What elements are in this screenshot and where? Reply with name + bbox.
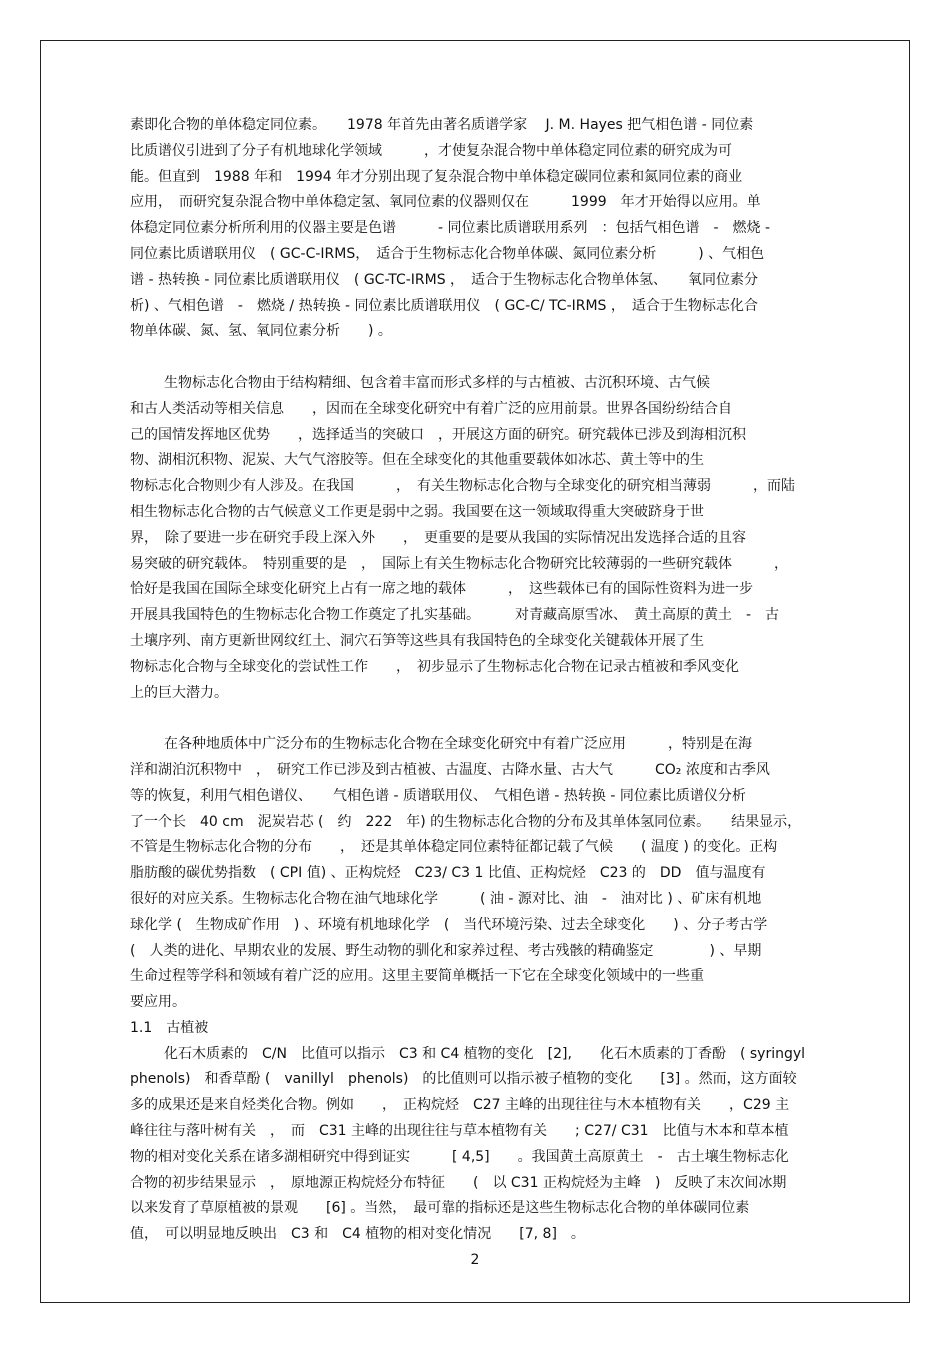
text-line: 体稳定同位素分析所利用的仪器主要是色谱 - 同位素比质谱联用系列 ：包括气相色谱 - 燃烧 - — [130, 220, 771, 237]
text-line: 上的巨大潜力。 — [130, 684, 228, 701]
text-line: 析) 、气相色谱 - 燃烧 / 热转换 - 同位素比质谱联用仪 ( GC-C/ TC-IRMS ， 适合于生物标志化合 — [130, 297, 758, 314]
text-line: 以来发育了草原植被的景观 [6] 。当然， 最可靠的指标还是这些生物标志化合物的单体碳同位素 — [130, 1200, 750, 1217]
text-line: 恰好是我国在国际全球变化研究上占有一席之地的载体 ， 这些载体已有的国际性资料为进一步 — [130, 581, 753, 598]
text-line: 峰往往与落叶树有关 ， 而 C31 主峰的出现往往与草本植物有关 ; C27/ C31 比值与木本和草本植 — [130, 1123, 789, 1140]
text-line: 1.1 古植被 — [130, 1019, 209, 1036]
text-line: 不管是生物标志化合物的分布 ， 还是其单体稳定同位素特征都记载了气候 ( 温度 ) 的变化。正构 — [130, 839, 778, 856]
paragraph-spacer — [130, 345, 830, 371]
text-line: 同位素比质谱联用仪 ( GC-C-IRMS， 适合于生物标志化合物单体碳、氮同位素分析 ) 、气相色 — [130, 245, 765, 262]
text-line: 物、湖相沉积物、泥炭、大气气溶胶等。但在全球变化的其他重要载体如冰芯、黄土等中的生 — [130, 452, 704, 469]
text-line: 了一个长 40 cm 泥炭岩芯 ( 约 222 年) 的生物标志化合物的分布及其单体氢同位素。 结果显示， — [130, 813, 802, 830]
text-line: 物标志化合物则少有人涉及。在我国 ， 有关生物标志化合物与全球变化的研究相当薄弱 ，而陆 — [130, 478, 795, 495]
text-line: ( 人类的进化、早期农业的发展、野生动物的驯化和家养过程、考古残骸的精确鉴定 ) 、早期 — [130, 942, 762, 959]
page-number: 2 — [470, 1252, 480, 1268]
text-line: 和古人类活动等相关信息 ，因而在全球变化研究中有着广泛的应用前景。世界各国纷纷结合自 — [130, 400, 732, 417]
text-line: 易突破的研究载体。 特别重要的是 ， 国际上有关生物标志化合物研究比较薄弱的一些研究载体 ， — [130, 555, 788, 572]
text-line: 洋和湖泊沉积物中 ， 研究工作已涉及到古植被、古温度、古降水量、古大气 CO₂ 浓度和古季风 — [130, 761, 770, 778]
paragraph — [130, 1016, 830, 1042]
text-line: 生物标志化合物由于结构精细、包含着丰富而形式多样的与古植被、古沉积环境、古气候 — [164, 374, 710, 391]
text-line: 化石木质素的 C/N 比值可以指示 C3 和 C4 植物的变化 [2], 化石木质素的丁香酚 ( syringyl — [164, 1045, 806, 1062]
paragraph — [130, 1067, 830, 1248]
text-line: 球化学 ( 生物成矿作用 ) 、环境有机地球化学 ( 当代环境污染、过去全球变化 ) 、分子考古学 — [130, 916, 768, 933]
text-line: 相生物标志化合物的古气候意义工作更是弱中之弱。我国要在这一领域取得重大突破跻身于世 — [130, 503, 704, 520]
text-line: 应用， 而研究复杂混合物中单体稳定氢、氧同位素的仪器则仅在 1999 年才开始得以应用。单 — [130, 194, 761, 211]
text-line: phenols) 和香草酚 ( vanillyl phenols) 的比值则可以指示被子植物的变化 [3] 。然而，这方面较 — [130, 1071, 797, 1088]
text-line: 值， 可以明显地反映出 C3 和 C4 植物的相对变化情况 [7, 8] 。 — [130, 1226, 585, 1243]
paragraph — [130, 732, 830, 1016]
text-line: 等的恢复，利用气相色谱仪、 气相色谱 - 质谱联用仪、 气相色谱 - 热转换 - 同位素比质谱仪分析 — [130, 787, 746, 804]
text-line: 土壤序列、南方更新世网纹红土、洞穴石笋等这些具有我国特色的全球变化关键载体开展了生 — [130, 632, 704, 649]
text-line: 在各种地质体中广泛分布的生物标志化合物在全球变化研究中有着广泛应用 ，特别是在海 — [164, 736, 752, 753]
text-line: 谱 - 热转换 - 同位素比质谱联用仪 ( GC-TC-IRMS ， 适合于生物标志化合物单体氢、 氧同位素分 — [130, 271, 759, 288]
text-line: 物单体碳、氮、氢、氧同位素分析 ) 。 — [130, 323, 392, 340]
text-line: 物标志化合物与全球变化的尝试性工作 ， 初步显示了生物标志化合物在记录古植被和季风变化 — [130, 658, 739, 675]
text-line: 比质谱仪引进到了分子有机地球化学领域 ，才使复杂混合物中单体稳定同位素的研究成为可 — [130, 142, 732, 159]
text-line: 能。但直到 1988 年和 1994 年才分别出现了复杂混合物中单体稳定碳同位素和氮同位素的商业 — [130, 168, 743, 185]
text-line: 素即化合物的单体稳定同位素。 1978 年首先由著名质谱学家 J. M. Hayes 把气相色谱 - 同位素 — [130, 117, 754, 133]
text-line: 要应用。 — [130, 994, 186, 1011]
text-line: 界， 除了要进一步在研究手段上深入外 ， 更重要的是要从我国的实际情况出发选择合适的且容 — [130, 529, 746, 546]
text-line: 物的相对变化关系在诸多湖相研究中得到证实 [ 4,5] 。我国黄土高原黄土 - 古土壤生物标志化 — [130, 1148, 789, 1165]
text-line: 多的成果还是来自烃类化合物。例如 ， 正构烷烃 C27 主峰的出现往往与木本植物有关 ，C29 主 — [130, 1097, 790, 1114]
paragraph — [130, 371, 830, 706]
paragraph — [130, 1042, 830, 1068]
document-body — [130, 113, 830, 1248]
paragraph-spacer — [130, 706, 830, 732]
text-line: 开展具我国特色的生物标志化合物工作奠定了扎实基础。 对青藏高原雪冰、 黄土高原的黄土 - 古 — [130, 607, 780, 624]
text-line: 脂肪酸的碳优势指数 ( CPI 值) 、正构烷烃 C23/ C3 1 比值、正构烷烃 C23 的 DD 值与温度有 — [130, 865, 766, 882]
paragraph — [130, 113, 830, 345]
text-line: 生命过程等学科和领域有着广泛的应用。这里主要简单概括一下它在全球变化领域中的一些重 — [130, 968, 704, 985]
text-line: 合物的初步结果显示 ， 原地源正构烷烃分布特征 ( 以 C31 正构烷烃为主峰 ) 反映了末次间冰期 — [130, 1174, 787, 1191]
text-line: 很好的对应关系。生物标志化合物在油气地球化学 ( 油 - 源对比、油 - 油对比 ) 、矿床有机地 — [130, 890, 762, 907]
text-line: 己的国情发挥地区优势 ，选择适当的突破口 ，开展这方面的研究。研究载体已涉及到海相沉积 — [130, 426, 746, 443]
